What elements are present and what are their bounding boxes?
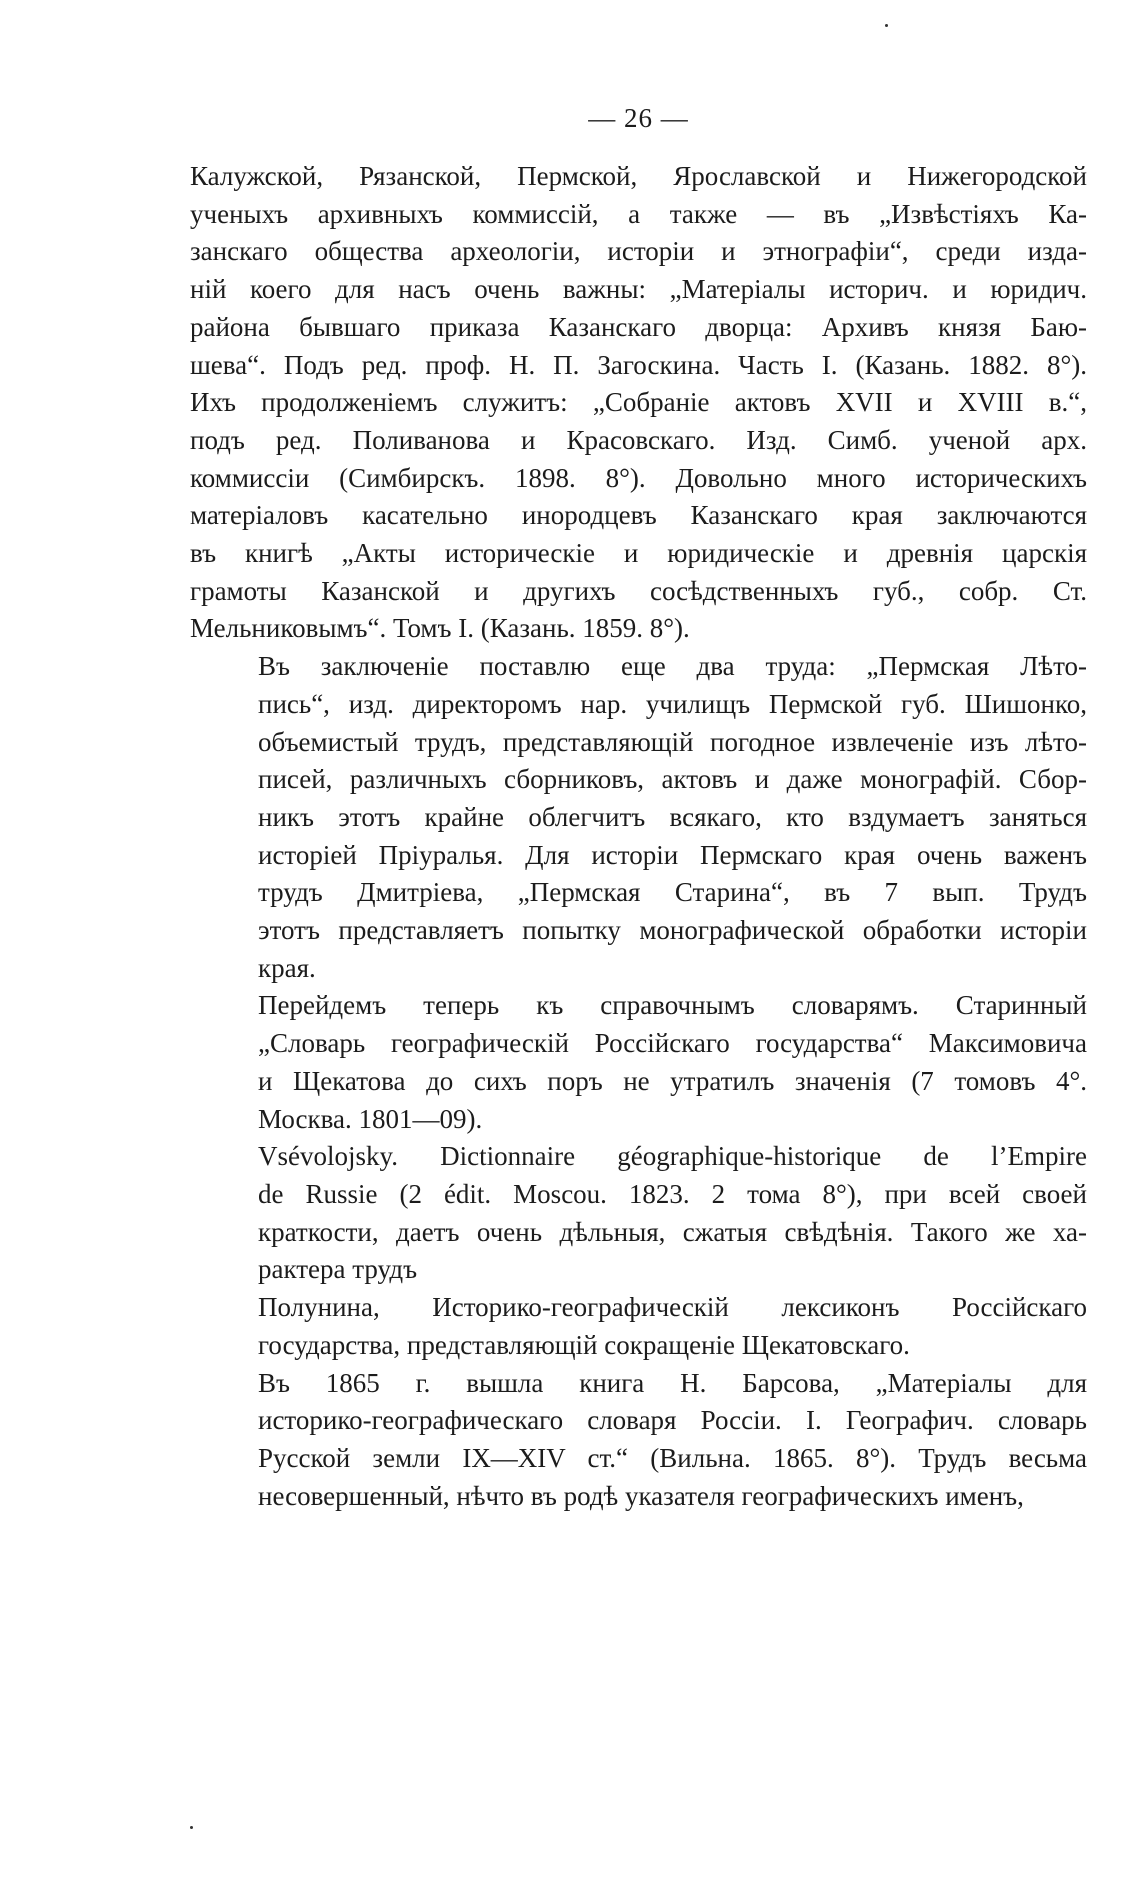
text-line: этотъ представляетъ попытку монографической обработки исторіи — [258, 915, 1087, 946]
print-speck — [190, 1826, 193, 1829]
text-line: „Словарь географическій Россійскаго государства“ Максимовича — [258, 1028, 1087, 1059]
paragraph — [190, 1138, 1087, 1289]
text-line: Русской земли IX—XIV ст.“ (Вильна. 1865. 8°). Трудъ весьма — [258, 1442, 1087, 1473]
text-line: коммиссіи (Симбирскъ. 1898. 8°). Довольно много историческихъ — [190, 462, 1087, 493]
page — [190, 100, 1087, 1515]
paragraph — [190, 1289, 1087, 1364]
page-number: — 26 — — [588, 103, 689, 133]
text-line: шева“. Подъ ред. проф. Н. П. Загоскина. Часть I. (Казань. 1882. 8°). — [190, 349, 1087, 380]
text-line: исторіей Пріуралья. Для исторіи Пермскаго края очень важенъ — [258, 839, 1087, 870]
text-line: несовершенный, нѣчто въ родѣ указателя географическихъ именъ, — [258, 1480, 1024, 1511]
paragraph — [190, 158, 1087, 648]
text-line: краткости, даетъ очень дѣльныя, сжатыя свѣдѣнія. Такого же ха- — [258, 1216, 1087, 1247]
text-line: Мельниковымъ“. Томъ I. (Казань. 1859. 8°). — [190, 613, 690, 644]
text-line: писей, различныхъ сборниковъ, актовъ и даже монографій. Сбор- — [258, 764, 1087, 795]
text-line: пись“, изд. директоромъ нар. училищъ Пермской губ. Шишонко, — [258, 688, 1087, 719]
text-line: государства, представляющій сокращеніе Щекатовскаго. — [258, 1329, 910, 1360]
paragraph — [190, 1365, 1087, 1516]
text-line: никъ этотъ крайне облегчитъ всякаго, кто вздумаетъ заняться — [258, 801, 1087, 832]
text-line: трудъ Дмитріева, „Пермская Старина“, въ 7 вып. Трудъ — [258, 877, 1087, 908]
print-speck — [885, 24, 888, 27]
text-line: de Russie (2 édit. Moscou. 1823. 2 тома 8°), при всей своей — [258, 1178, 1087, 1209]
text-line: грамоты Казанской и другихъ сосѣдственныхъ губ., собр. Ст. — [190, 575, 1087, 606]
text-line: Перейдемъ теперь къ справочнымъ словарямъ. Старинный — [258, 990, 1087, 1021]
text-line: подъ ред. Поливанова и Красовскаго. Изд. Симб. ученой арх. — [190, 424, 1087, 455]
paragraph — [190, 987, 1087, 1138]
text-line: Въ 1865 г. вышла книга Н. Барсова, „Матеріалы для — [258, 1367, 1087, 1398]
text-line: и Щекатова до сихъ поръ не утратилъ значенія (7 томовъ 4°. — [258, 1065, 1087, 1096]
paragraph — [190, 648, 1087, 987]
text-line: Въ заключеніе поставлю еще два труда: „Пермская Лѣто- — [258, 651, 1087, 682]
text-line: Полунина, Историко-географическій лексиконъ Россійскаго — [258, 1292, 1087, 1323]
text-line: Москва. 1801—09). — [258, 1103, 483, 1134]
text-line: ученыхъ архивныхъ коммиссій, а также — въ „Извѣстіяхъ Ка- — [190, 198, 1087, 229]
text-line: историко-географическаго словаря Россіи. I. Географич. словарь — [258, 1405, 1087, 1436]
text-line: въ книгѣ „Акты историческіе и юридическіе и древнія царскія — [190, 538, 1087, 569]
text-line: Ихъ продолженіемъ служитъ: „Собраніе актовъ XVII и XVIII в.“, — [190, 387, 1087, 418]
text-line: Vsévolojsky. Dictionnaire géographique-historique de l’Empire — [258, 1141, 1087, 1172]
text-line: объемистый трудъ, представляющій погодное извлеченіе изъ лѣто- — [258, 726, 1087, 757]
text-line: района бывшаго приказа Казанскаго дворца: Архивъ князя Баю- — [190, 311, 1087, 342]
text-line: матеріаловъ касательно инородцевъ Казанскаго края заключаются — [190, 500, 1087, 531]
body-text — [190, 158, 1087, 1515]
text-line: Калужской, Рязанской, Пермской, Ярославской и Нижегородской — [190, 161, 1087, 191]
text-line: ній коего для насъ очень важны: „Матеріалы историч. и юридич. — [190, 274, 1087, 305]
text-line: края. — [258, 952, 316, 983]
text-line: занскаго общества археологіи, исторіи и этнографіи“, среди изда- — [190, 236, 1087, 267]
text-line: рактера трудъ — [258, 1254, 418, 1285]
